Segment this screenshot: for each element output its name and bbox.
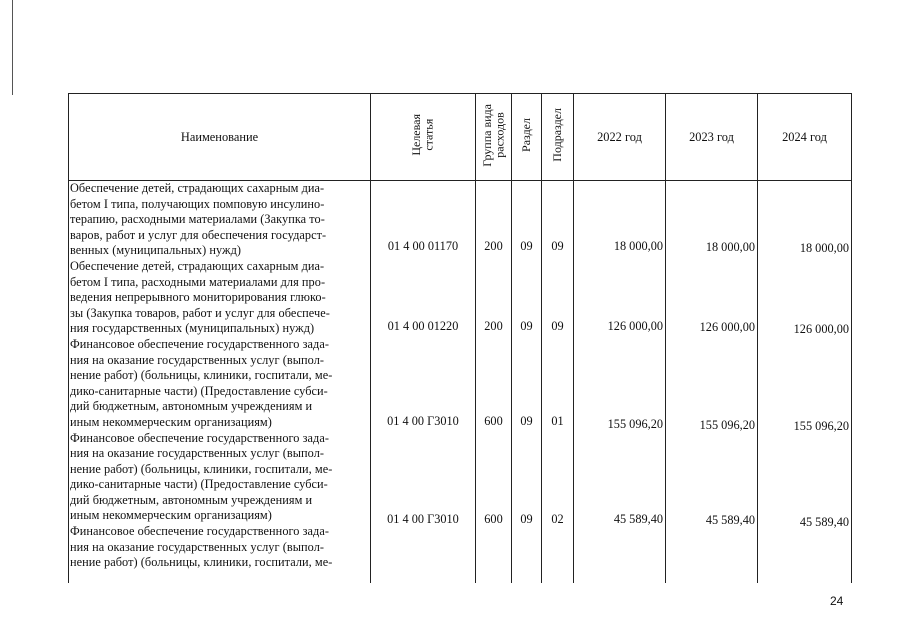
row-3-article: 01 4 00 Г3010 [387, 414, 459, 428]
y2022-column [574, 181, 666, 584]
header-name: Наименование [69, 94, 371, 181]
row-4-group: 600 [484, 512, 503, 526]
row-1-y2022: 18 000,00 [613, 239, 663, 253]
row-2-y2023: 126 000,00 [699, 320, 755, 334]
group-column [476, 181, 512, 584]
row-1-article: 01 4 00 01170 [387, 239, 459, 253]
row-1-group: 200 [484, 239, 503, 253]
subsection-column [542, 181, 574, 584]
row-3-y2023: 155 096,20 [699, 418, 755, 432]
row-2-y2022: 126 000,00 [607, 319, 663, 333]
page-number: 24 [830, 594, 844, 608]
row-3-y2024: 155 096,20 [793, 419, 849, 433]
row-3-subsection: 01 [551, 414, 564, 428]
row-1-subsection: 09 [551, 239, 564, 253]
row-3-group: 600 [484, 414, 503, 428]
article-column [371, 181, 476, 584]
row-4-y2022: 45 589,40 [613, 512, 663, 526]
header-subsection: Подраздел [542, 94, 574, 181]
row-3-name: Финансовое обеспечение государственного зада- ния на оказание государственных услуг (выпол- нение работ) (больницы, клиники, госпитали, ме- дико-санитарные части) (Предоставление субси- дий бюджетным, автономным учреждениям и иным некоммерческим организациям) [70, 336, 333, 429]
table-body [69, 181, 852, 584]
y2023-column [666, 181, 758, 584]
row-1-y2023: 18 000,00 [705, 240, 755, 254]
header-2022: 2022 год [574, 94, 666, 181]
row-4-y2023: 45 589,40 [705, 513, 755, 527]
name-column [69, 181, 371, 584]
row-2-article: 01 4 00 01220 [387, 319, 459, 333]
budget-table [68, 93, 852, 583]
row-3-y2022: 155 096,20 [607, 417, 663, 431]
header-expense-group: Группа вида расходов [476, 94, 512, 181]
section-column [512, 181, 542, 584]
row-4-article: 01 4 00 Г3010 [387, 512, 459, 526]
header-target-article: Целевая статья [371, 94, 476, 181]
row-1-section: 09 [520, 239, 533, 253]
row-4-y2024: 45 589,40 [799, 515, 849, 529]
row-2-subsection: 09 [551, 319, 564, 333]
scan-edge-line [12, 0, 13, 95]
header-section: Раздел [512, 94, 542, 181]
y2024-column [758, 181, 852, 584]
row-5-name: Финансовое обеспечение государственного зада- ния на оказание государственных услуг (выпол- нение работ) (больницы, клиники, госпитали, ме- [70, 524, 333, 570]
row-4-section: 09 [520, 512, 533, 526]
header-2023: 2023 год [666, 94, 758, 181]
row-2-y2024: 126 000,00 [793, 322, 849, 336]
row-2-name: Обеспечение детей, страдающих сахарным диа- бетом I типа, расходными материалами для про- ведения непрерывного мониторирования глюко- зы (Закупка товаров, работ и услуг для обеспече- ния государственных (муниципальных) нужд) [70, 258, 330, 336]
row-2-group: 200 [484, 319, 503, 333]
row-1-y2024: 18 000,00 [799, 241, 849, 255]
row-1-name: Обеспечение детей, страдающих сахарным диа- бетом I типа, получающих помповую инсулино- терапию, расходными материалами (Закупка то- варов, работ и услуг для обеспечения государст- венных (муниципальных) нужд) [70, 181, 327, 258]
row-4-subsection: 02 [551, 512, 564, 526]
row-2-section: 09 [520, 319, 533, 333]
header-2024: 2024 год [758, 94, 852, 181]
row-4-name: Финансовое обеспечение государственного зада- ния на оказание государственных услуг (выпол- нение работ) (больницы, клиники, госпитали, ме- дико-санитарные части) (Предоставление субси- дий бюджетным, автономным учреждениям и иным некоммерческим организациям) [70, 430, 333, 523]
table-header-row [69, 94, 852, 181]
row-3-section: 09 [520, 414, 533, 428]
